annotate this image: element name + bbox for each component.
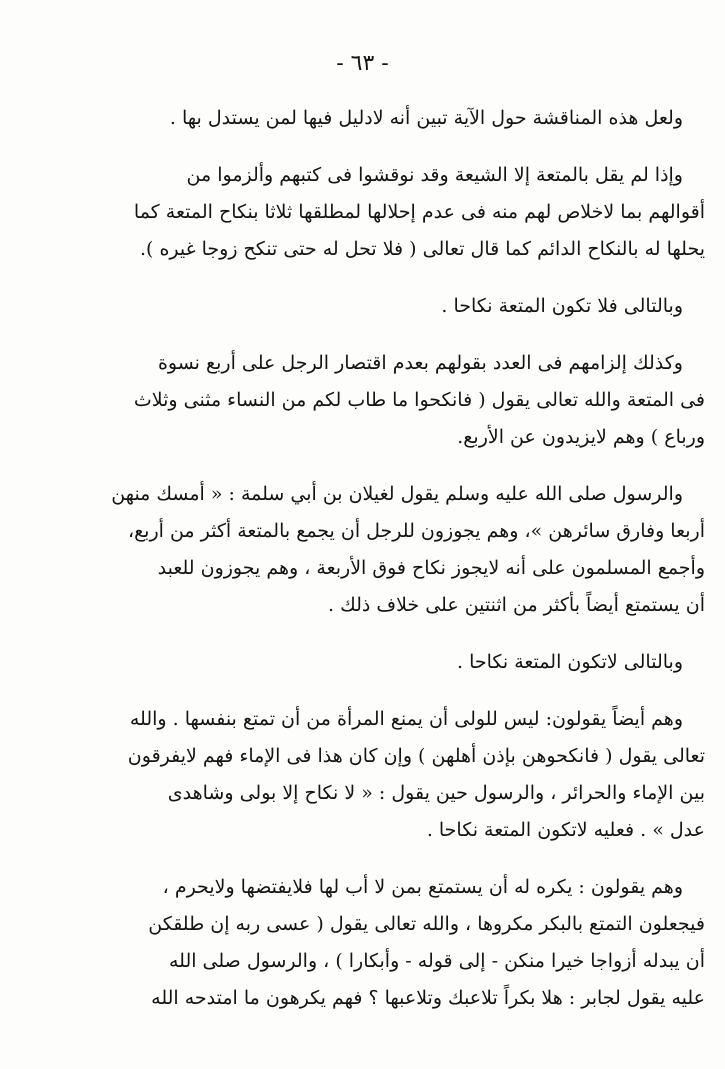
text-line: والرسول صلى الله عليه وسلم يقول لغيلان بن أبي سلمة : « أمسك منهن (111, 483, 683, 505)
text-line: ورباع ) وهم لايزيدون عن الأربع. (457, 426, 705, 448)
text-line: عليه يقول لجابر : هلا بكراً تلاعبك وتلاعبها ؟ فهم يكرهون ما امتدحه الله (151, 987, 705, 1009)
paragraph-5 (90, 476, 705, 624)
text-line: عدل » . فعليه لاتكون المتعة نكاحا . (426, 819, 705, 841)
paragraph-2 (90, 157, 705, 268)
paragraph-7 (90, 701, 705, 849)
text-line: وهم يقولون : يكره له أن يستمتع بمن لا أب لها فلايفتضها ولايحرم ، (162, 876, 683, 898)
page-number: - ٦٣ - (336, 51, 389, 76)
text-line: أربعا وفارق سائرهن »، وهم يجوزون للرجل أن يجمع بالمتعة أكثر من أربع، (127, 520, 705, 542)
text-line: وبالتالى فلا تكون المتعة نكاحا . (441, 295, 683, 317)
text-line: وإذا لم يقل بالمتعة إلا الشيعة وقد نوقشوا فى كتبهم وألزموا من (186, 164, 683, 186)
paragraph-8 (90, 869, 705, 1017)
text-line: أن يستمتع أيضاً بأكثر من اثنتين على خلاف ذلك . (328, 594, 705, 616)
text-line: وأجمع المسلمون على أنه لايجوز نكاح فوق الأربعة ، وهم يجوزون للعبد (157, 557, 705, 579)
paragraph-4 (90, 345, 705, 456)
text-line: أقوالهم بما لاخلاص لهم منه فى عدم إحلالها لمطلقها ثلاثا بنكاح المتعة كما (133, 201, 705, 223)
text-line: وهم أيضاً يقولون: ليس للولى أن يمنع المرأة من أن تمتع بنفسها . والله (129, 708, 683, 730)
text-line: تعالى يقول ( فانكحوهن بإذن أهلهن ) وإن كان هذا فى الإماء فهم لايفرقون (127, 745, 705, 767)
page-body-text (90, 100, 705, 1037)
paragraph-1 (90, 100, 705, 137)
paragraph-3 (90, 288, 705, 325)
text-line: فيجعلون التمتع بالبكر مكروها ، والله تعالى يقول ( عسى ربه إن طلقكن (148, 913, 705, 935)
paragraph-6 (90, 644, 705, 681)
text-line: ولعل هذه المناقشة حول الآية تبين أنه لادليل فيها لمن يستدل بها . (169, 107, 683, 129)
text-line: بين الإماء والحرائر ، والرسول حين يقول : « لا نكاح إلا بولى وشاهدى (167, 782, 705, 804)
text-line: يحلها له بالنكاح الدائم كما قال تعالى ( فلا تحل له حتى تنكح زوجا غيره ). (139, 238, 705, 260)
text-line: وبالتالى لاتكون المتعة نكاحا . (456, 651, 683, 673)
text-line: فى المتعة والله تعالى يقول ( فانكحوا ما طاب لكم من النساء مثنى وثلاث (133, 389, 705, 411)
text-line: أن يبدله أزواجا خيرا منكن - إلى قوله - وأبكارا ) ، والرسول صلى الله (168, 950, 705, 972)
text-line: وكذلك إلزامهم فى العدد بقولهم بعدم اقتصار الرجل على أربع نسوة (157, 352, 683, 374)
